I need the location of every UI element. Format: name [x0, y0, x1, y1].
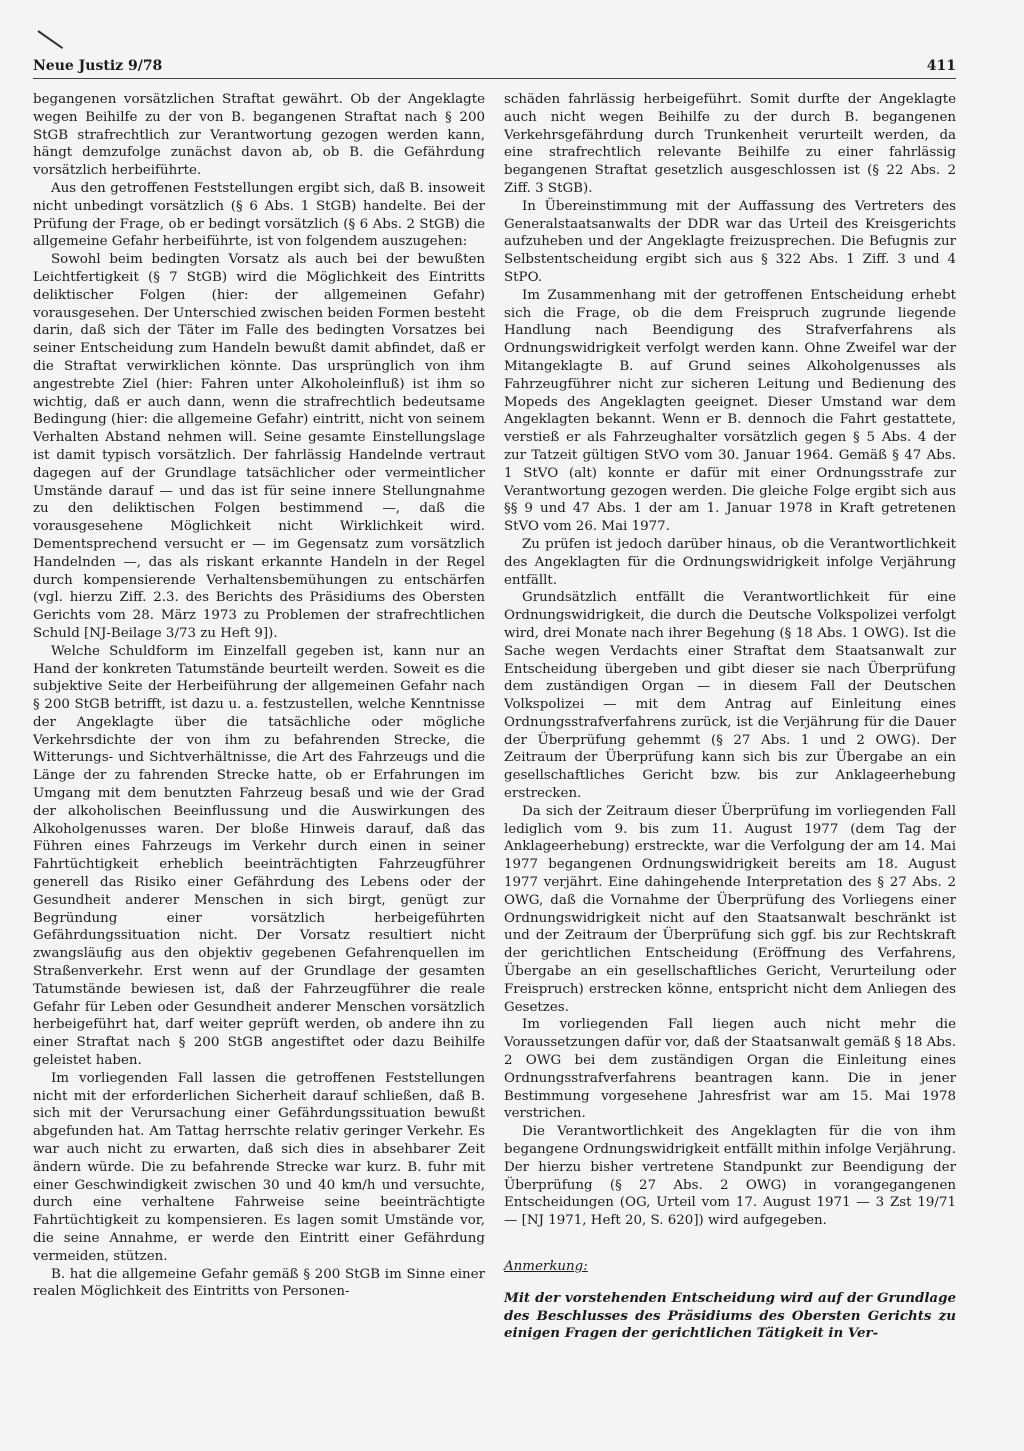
page-number: 411: [926, 58, 956, 74]
paragraph: B. hat die allgemeine Gefahr gemäß § 200 StGB im Sinne einer realen Möglichkeit des Eintritts von Personen-: [33, 1266, 485, 1300]
remark-text: Mit der vorstehenden Entscheidung wird auf der Grundlage des Beschlusses des Präsidiums des Obersten Gerichts zu einigen Fragen der gerichtlichen Tätigkeit in Ver-: [504, 1289, 956, 1342]
paragraph: Grundsätzlich entfällt die Verantwortlichkeit für eine Ordnungswidrigkeit, die durch die Deutsche Volkspolizei verfolgt wird, drei Monate nach ihrer Begehung (§ 18 Abs. 1 OWG). Ist die Sache wegen Verdachts einer Straftat dem Staatsanwalt zur Entscheidung übergeben und gibt dieser sie nach Überprüfung dem zuständigen Organ — in diesem Fall der Deutschen Volkspolizei — mit dem Antrag auf Einleitung eines Ordnungsstrafverfahrens zurück, ist die Verjährung für die Dauer der Überprüfung gehemmt (§ 27 Abs. 1 und 2 OWG). Der Zeitraum der Überprüfung kann sich bis zur Übergabe an ein gesellschaftliches Gericht bzw. bis zur Anklageerhebung erstrecken.: [504, 590, 956, 802]
paragraph: Welche Schuldform im Einzelfall gegeben ist, kann nur an Hand der konkreten Tatumstände beurteilt werden. Soweit es die subjektive Seite der Herbeiführung der allgemeinen Gefahr nach § 200 StGB betrifft, ist dazu u. a. festzustellen, welche Kenntnisse der Angeklagte über die tatsächliche oder mögliche Verkehrsdichte der von ihm zu befahrenden Strecke, die Witterungs- und Sichtverhältnisse, die Art des Fahrzeugs und die Länge der zu fahrenden Strecke hatte, ob er Erfahrungen im Umgang mit dem benutzten Fahrzeug besaß und wie der Grad der alkoholischen Beeinflussung und die Auswirkungen des Alkoholgenusses waren. Der bloße Hinweis darauf, daß das Führen eines Fahrzeugs im Verkehr durch einen in seiner Fahrtüchtigkeit erheblich beeinträchtigten Fahrzeugführer generell das Risiko einer Gefährdung des Lebens oder der Gesundheit anderer Menschen in sich birgt, genügt zur Begründung einer vorsätzlich herbeigeführten Gefährdungssituation nicht. Der Vorsatz resultiert nicht zwangsläufig aus den objektiv gegebenen Gefahrenquellen im Straßenverkehr. Erst wenn auf der Grundlage der gesamten Tatumstände bewiesen ist, daß der Fahrzeugführer die reale Gefahr für Leben oder Gesundheit anderer Menschen vorsätzlich herbeigeführt hat, darf weiter geprüft werden, ob andere ihn zu einer Straftat nach § 200 StGB angestiftet oder dazu Beihilfe geleistet haben.: [33, 643, 485, 1069]
paragraph: schäden fahrlässig herbeigeführt. Somit durfte der Angeklagte auch nicht wegen Beihilfe zu der durch B. begangenen Verkehrsgefährdung durch Trunkenheit verurteilt werden, da eine strafrechtlich relevante Beihilfe zu einer fahrlässig begangenen Straftat gesetzlich ausgeschlossen ist (§ 22 Abs. 2 Ziff. 3 StGB).: [504, 92, 956, 196]
paragraph: Die Verantwortlichkeit des Angeklagten für die von ihm begangene Ordnungswidrigkeit entfällt mithin infolge Verjährung. Der hierzu bisher vertretene Standpunkt zur Beendigung der Überprüfung (§ 27 Abs. 2 OWG) in vorangegangenen Entscheidungen (OG, Urteil vom 17. August 1971 — 3 Zst 19/71 — [NJ 1971, Heft 20, S. 620]) wird aufgegeben.: [504, 1124, 956, 1229]
journal-title: Neue Justiz 9/78: [33, 58, 163, 74]
paragraph: begangenen vorsätzlichen Straftat gewährt. Ob der Angeklagte wegen Beihilfe zu der von B. begangenen Straftat nach § 200 StGB strafrechtlich zur Verantwortung gezogen werden kann, hängt demzufolge zunächst davon ab, ob B. die Gefährdung vorsätzlich herbeiführte.: [33, 92, 485, 179]
corner-scan-mark: [37, 30, 63, 49]
left-column: [33, 91, 485, 1343]
article-body: [33, 91, 956, 1343]
paragraph: Sowohl beim bedingten Vorsatz als auch bei der bewußten Leichtfertigkeit (§ 7 StGB) wird die Möglichkeit des Eintritts deliktischer Folgen (hier: der allgemeinen Gefahr) vorausgesehen. Der Unterschied zwischen beiden Formen besteht darin, daß sich der Täter im Falle des bedingten Vorsatzes bei seiner Entscheidung zum Handeln bewußt damit abfindet, daß er die Straftat verwirklichen könnte. Das ursprünglich von ihm angestrebte Ziel (hier: Fahren unter Alkoholeinfluß) ist ihm so wichtig, daß er auch dann, wenn die strafrechtlich bedeutsame Bedingung (hier: die allgemeine Gefahr) eintritt, nicht von seinem Verhalten Abstand nehmen will. Seine gesamte Einstellungslage ist damit typisch vorsätzlich. Der fahrlässig Handelnde vertraut dagegen auf der Grundlage tatsächlicher oder vermeintlicher Umstände darauf — und das ist für seine innere Stellungnahme zu den deliktischen Folgen bestimmend —, daß die vorausgesehene Möglichkeit nicht Wirklichkeit wird. Dementsprechend versucht er — im Gegensatz zum vorsätzlich Handelnden —, das als riskant erkannte Handeln in der Regel durch kompensierende Verhaltensbemühungen zu entschärfen (vgl. hierzu Ziff. 2.3. des Berichts des Präsidiums des Obersten Gerichts vom 28. März 1973 zu Problemen der strafrechtlichen Schuld [NJ-Beilage 3/73 zu Heft 9]).: [33, 252, 485, 641]
right-column: [504, 91, 956, 1343]
paragraph: Im vorliegenden Fall lassen die getroffenen Feststellungen nicht mit der erforderlichen Sicherheit darauf schließen, daß B. sich mit der Verursachung einer Gefährdungssituation bewußt abgefunden hat. Am Tattag herrschte relativ geringer Verkehr. Es war auch nicht zu erwarten, daß sich dies in absehbarer Zeit ändern würde. Die zu befahrende Strecke war kurz. B. fuhr mit einer Geschwindigkeit zwischen 30 und 40 km/h und versuchte, durch eine verhaltene Fahrweise seine beeinträchtigte Fahrtüchtigkeit zu kompensieren. Es lagen somit Umstände vor, die seine Annahme, er werde den Eintritt einer Gefährdung vermeiden, stützen.: [33, 1070, 485, 1264]
paragraph: Im Zusammenhang mit der getroffenen Entscheidung erhebt sich die Frage, ob die dem Freispruch zugrunde liegende Handlung nach Beendigung des Strafverfahrens als Ordnungswidrigkeit verfolgt werden kann. Ohne Zweifel war der Mitangeklagte B. auf Grund seines Alkoholgenusses als Fahrzeugführer nicht zur sicheren Leitung und Bedienung des Mopeds des Angeklagten geeignet. Dieser Umstand war dem Angeklagten bekannt. Wenn er B. dennoch die Fahrt gestattete, verstieß er als Fahrzeughalter vorsätzlich gegen § 5 Abs. 4 der zur Tatzeit gültigen StVO vom 30. Januar 1964. Gemäß § 47 Abs. 1 StVO (alt) konnte er dafür mit einer Ordnungsstrafe zur Verantwortung gezogen werden. Die gleiche Folge ergibt sich aus §§ 9 und 47 Abs. 1 der am 1. Januar 1978 in Kraft getretenen StVO vom 26. Mai 1977.: [504, 287, 956, 535]
paragraph: Aus den getroffenen Feststellungen ergibt sich, daß B. insoweit nicht unbedingt vorsätzlich (§ 6 Abs. 1 StGB) handelte. Bei der Prüfung der Frage, ob er bedingt vorsätzlich (§ 6 Abs. 2 StGB) die allgemeine Gefahr herbeiführte, ist von folgendem auszugehen:: [33, 180, 485, 250]
remark-heading: Anmerkung:: [504, 1259, 588, 1274]
page-header: [33, 58, 956, 79]
paragraph: Zu prüfen ist jedoch darüber hinaus, ob die Verantwortlichkeit des Angeklagten für die Ordnungswidrigkeit infolge Verjährung entfällt.: [504, 536, 956, 588]
paragraph: In Übereinstimmung mit der Auffassung des Vertreters des Generalstaatsanwalts der DDR war das Urteil des Kreisgerichts aufzuheben und der Angeklagte freizusprechen. Die Befugnis zur Selbstentscheidung ergibt sich aus § 322 Abs. 1 Ziff. 3 und 4 StPO.: [504, 198, 956, 285]
paragraph: Da sich der Zeitraum dieser Überprüfung im vorliegenden Fall lediglich vom 9. bis zum 11. August 1977 (dem Tag der Anklageerhebung) erstreckte, war die Verfolgung der am 14. Mai 1977 begangenen Ordnungswidrigkeit bereits am 18. August 1977 verjährt. Eine dahingehende Interpretation des § 27 Abs. 2 OWG, daß die Vornahme der Überprüfung des Vorliegens einer Ordnungswidrigkeit nicht auf den Staatsanwalt beschränkt ist und der Zeitraum der Überprüfung sich ggf. bis zur Rechtskraft der gerichtlichen Entscheidung (Eröffnung des Verfahrens, Übergabe an ein gesellschaftliches Gericht, Verurteilung oder Freispruch) erstrecken könne, entspricht nicht dem Anliegen des Gesetzes.: [504, 803, 956, 1015]
paragraph: Im vorliegenden Fall liegen auch nicht mehr die Voraussetzungen dafür vor, daß der Staatsanwalt gemäß § 18 Abs. 2 OWG bei dem zuständigen Organ die Einleitung eines Ordnungsstrafverfahrens beantragen kann. Die in jener Bestimmung vorgesehene Jahresfrist war am 15. Mai 1978 verstrichen.: [504, 1017, 956, 1122]
